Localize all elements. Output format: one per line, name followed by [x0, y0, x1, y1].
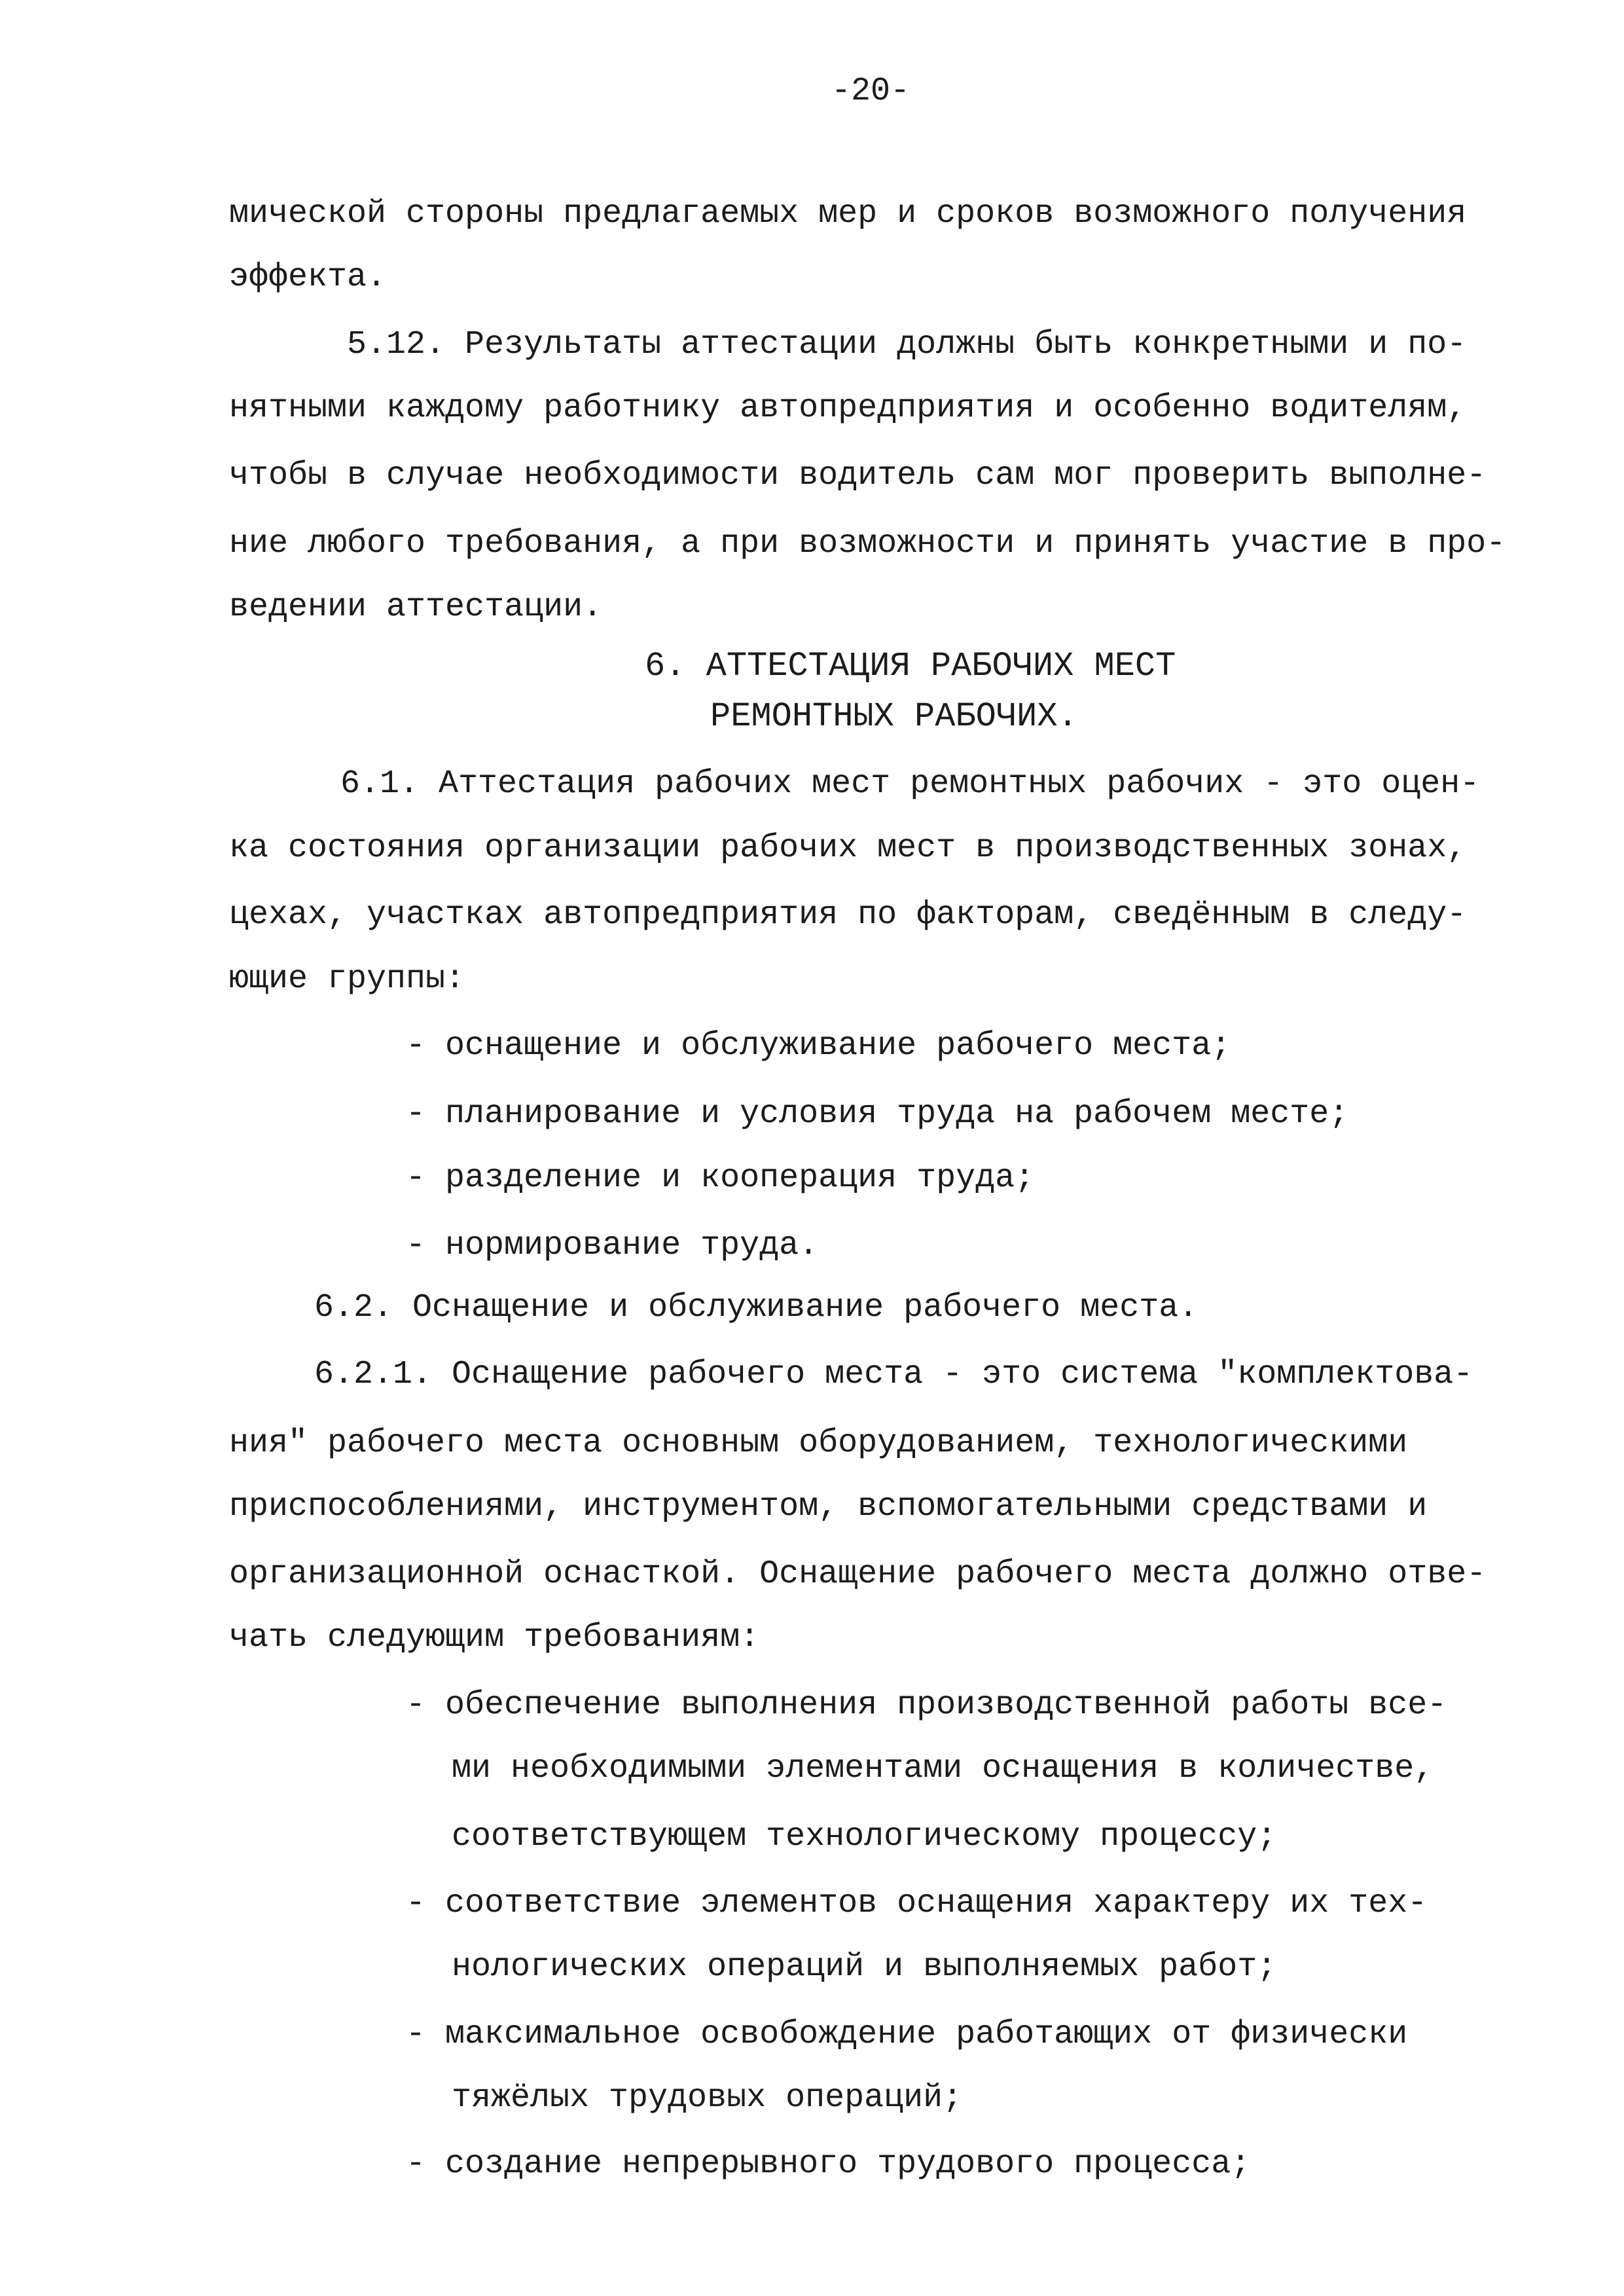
text-line: ющие группы: [229, 960, 465, 998]
text-line: ния" рабочего места основным оборудованием, технологическими [229, 1425, 1408, 1462]
list-item-continuation: ми необходимыми элементами оснащения в количестве, [452, 1750, 1434, 1787]
text-line: приспособлениями, инструментом, вспомогательными средствами и [229, 1488, 1428, 1525]
text-line: чать следующим требованиям: [229, 1619, 760, 1656]
list-item: - планирование и условия труда на рабочем месте; [406, 1095, 1349, 1133]
text-line: ние любого требования, а при возможности и принять участие в про- [229, 525, 1506, 562]
text-line: мической стороны предлагаемых мер и сроков возможного получения [229, 195, 1467, 232]
text-line: эффекта. [229, 259, 387, 296]
list-item: - обеспечение выполнения производственной работы все- [406, 1686, 1447, 1724]
list-item-continuation: соответствующем технологическому процессу; [452, 1818, 1277, 1855]
subsection-heading: 6.2. Оснащение и обслуживание рабочего места. [314, 1289, 1199, 1326]
list-item: - разделение и кооперация труда; [406, 1159, 1035, 1197]
list-item-continuation: тяжёлых трудовых операций; [452, 2079, 963, 2117]
page-number: -20- [831, 73, 911, 110]
text-line: цехах, участках автопредприятия по факторам, сведённым в следу- [229, 896, 1467, 934]
text-line: 6.2.1. Оснащение рабочего места - это система "комплектова- [314, 1356, 1473, 1393]
text-line: ка состояния организации рабочих мест в производственных зонах, [229, 829, 1467, 867]
list-item: - оснащение и обслуживание рабочего места; [406, 1027, 1231, 1065]
section-heading: 6. АТТЕСТАЦИЯ РАБОЧИХ МЕСТ [645, 647, 1176, 685]
list-item: - соответствие элементов оснащения характеру их тех- [406, 1885, 1428, 1922]
text-line: 6.1. Аттестация рабочих мест ремонтных рабочих - это оцен- [340, 765, 1480, 803]
text-line: организационной оснасткой. Оснащение рабочего места должно отве- [229, 1556, 1487, 1593]
text-line: ведении аттестации. [229, 589, 603, 626]
list-item: - нормирование труда. [406, 1227, 819, 1264]
list-item: - максимальное освобождение работающих от физически [406, 2016, 1408, 2053]
list-item: - создание непрерывного трудового процесса; [406, 2145, 1251, 2183]
text-line: 5.12. Результаты аттестации должны быть конкретными и по- [347, 326, 1467, 363]
text-line: чтобы в случае необходимости водитель сам мог проверить выполне- [229, 457, 1487, 494]
text-line: нятными каждому работнику автопредприятия и особенно водителям, [229, 390, 1467, 427]
list-item-continuation: нологических операций и выполняемых работ; [452, 1948, 1277, 1986]
section-heading: РЕМОНТНЫХ РАБОЧИХ. [710, 697, 1078, 736]
